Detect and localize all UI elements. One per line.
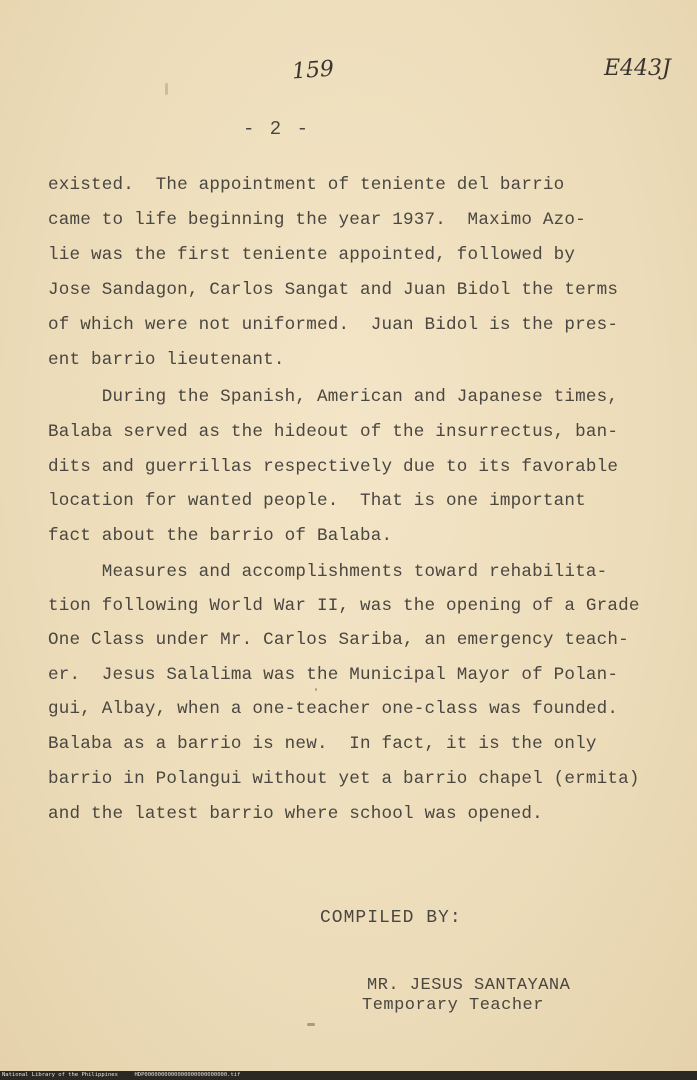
text-line: Balaba as a barrio is new. In fact, it is the only — [48, 734, 597, 754]
text-line: came to life beginning the year 1937. Maximo Azo- — [48, 210, 586, 230]
text-line: Jose Sandagon, Carlos Sangat and Juan Bidol the terms — [48, 280, 619, 300]
compiler-name: MR. JESUS SANTAYANA — [367, 976, 571, 995]
text-line: er. Jesus Salalima was the Municipal Mayor of Polan- — [48, 665, 619, 685]
text-line: Measures and accomplishments toward rehabilita- — [48, 562, 608, 582]
compiled-by-label: COMPILED BY: — [320, 908, 462, 928]
text-line: Balaba served as the hideout of the insurrectus, ban- — [48, 422, 619, 442]
text-line: and the latest barrio where school was opened. — [48, 804, 543, 824]
text-line: During the Spanish, American and Japanese times, — [48, 387, 619, 407]
text-line: location for wanted people. That is one important — [48, 491, 586, 511]
text-line: fact about the barrio of Balaba. — [48, 526, 393, 546]
text-line: One Class under Mr. Carlos Sariba, an emergency teach- — [48, 630, 629, 650]
text-line: gui, Albay, when a one-teacher one-class was founded. — [48, 699, 619, 719]
text-line: of which were not uniformed. Juan Bidol is the pres- — [48, 315, 619, 335]
paper-mark — [307, 1023, 315, 1026]
text-line: barrio in Polangui without yet a barrio chapel (ermita) — [48, 769, 640, 789]
text-line: dits and guerrillas respectively due to its favorable — [48, 457, 619, 477]
typed-page-number: - 2 - — [243, 118, 311, 140]
text-line: tion following World War II, was the opening of a Grade — [48, 596, 640, 616]
compiler-title: Temporary Teacher — [362, 996, 544, 1015]
text-line: ent barrio lieutenant. — [48, 350, 285, 370]
text-line: existed. The appointment of teniente del barrio — [48, 175, 565, 195]
paper-mark — [165, 83, 168, 95]
paper-mark — [315, 688, 317, 691]
archive-code: E443J — [604, 56, 671, 81]
handwritten-page-number: 159 — [291, 56, 335, 85]
footer-text: National Library of the Philippines HDP0000000000000000000000000.tif — [2, 1072, 241, 1078]
text-line: lie was the first teniente appointed, followed by — [48, 245, 576, 265]
